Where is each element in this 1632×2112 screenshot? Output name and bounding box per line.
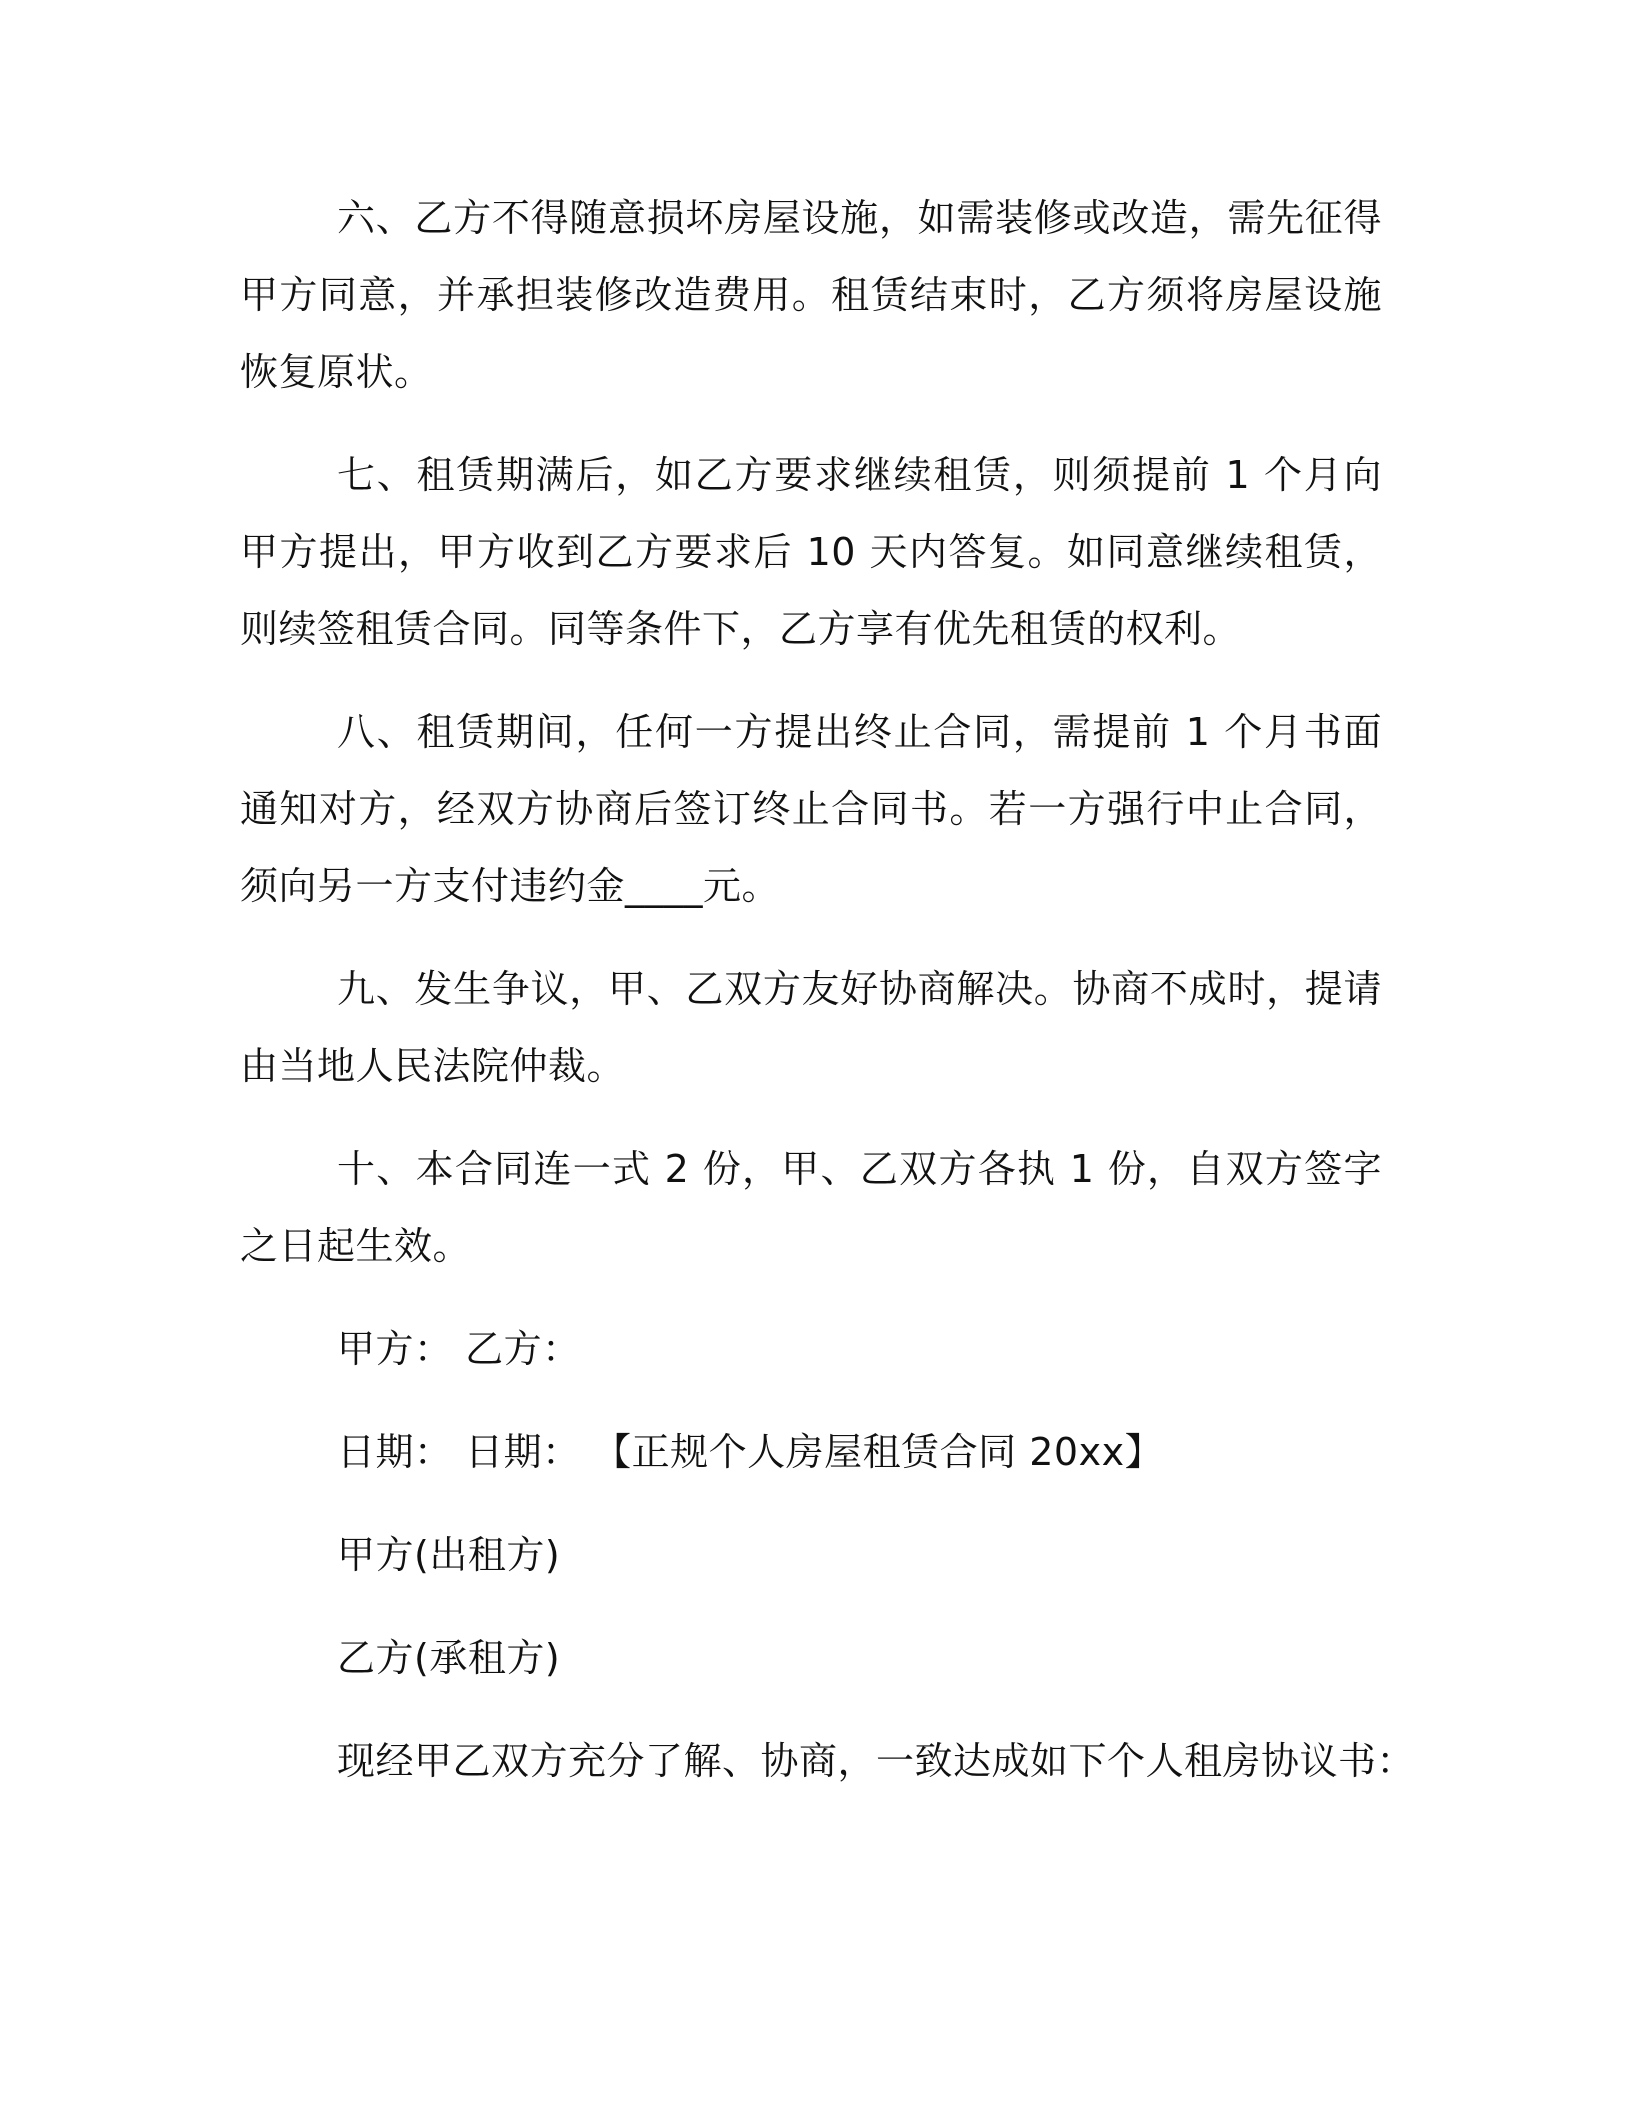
clause-nine: 九、发生争议，甲、乙双方友好协商解决。协商不成时，提请由当地人民法院仲裁。 <box>240 967 1382 1088</box>
clause-six: 六、乙方不得随意损坏房屋设施，如需装修或改造，需先征得甲方同意，并承担装修改造费用。租赁结束时，乙方须将房屋设施恢复原状。 <box>240 196 1382 394</box>
clause-eight: 八、租赁期间，任何一方提出终止合同，需提前 1 个月书面通知对方，经双方协商后签订终止合同书。若一方强行中止合同，须向另一方支付违约金____元。 <box>240 710 1382 908</box>
signature-line: 甲方： 乙方： <box>337 1327 581 1371</box>
date-line: 日期： 日期： 【正规个人房屋租赁合同 20xx】 <box>337 1430 1164 1474</box>
clause-seven: 七、租赁期满后，如乙方要求继续租赁，则须提前 1 个月向甲方提出，甲方收到乙方要求后 10 天内答复。如同意继续租赁，则续签租赁合同。同等条件下，乙方享有优先租赁的权利。 <box>240 453 1382 651</box>
lessee-line: 乙方(承租方) <box>337 1636 561 1680</box>
document-body <box>240 180 1416 1826</box>
lessor-line: 甲方(出租方) <box>337 1533 561 1577</box>
agreement-intro-line: 现经甲乙双方充分了解、协商，一致达成如下个人租房协议书： <box>337 1739 1416 1783</box>
clause-ten: 十、本合同连一式 2 份，甲、乙双方各执 1 份，自双方签字之日起生效。 <box>240 1147 1382 1268</box>
